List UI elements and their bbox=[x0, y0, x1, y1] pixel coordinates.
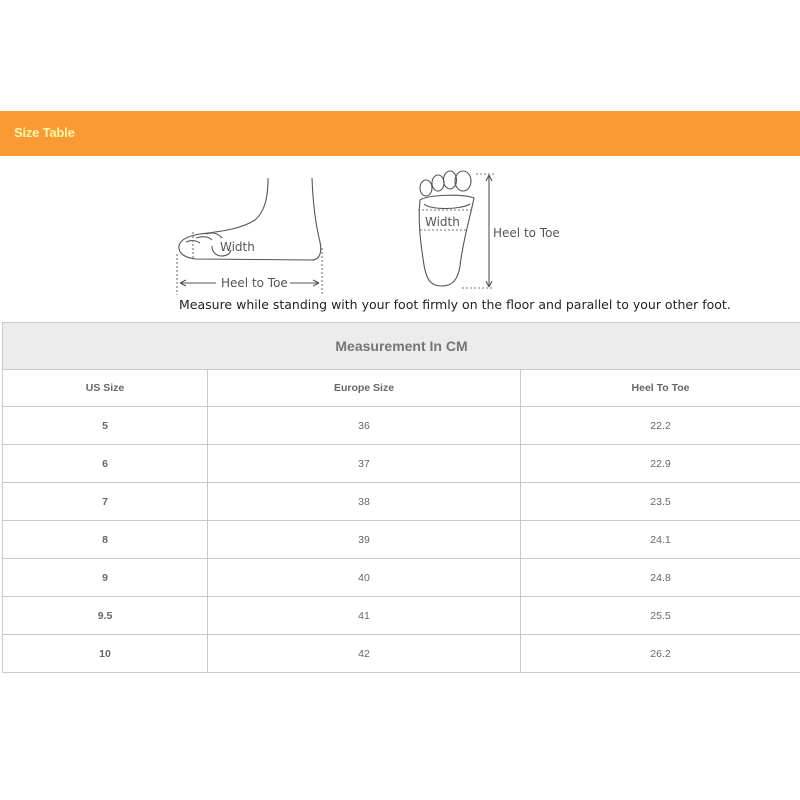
us-size-cell: 6 bbox=[3, 445, 208, 483]
table-row bbox=[3, 597, 800, 635]
europe-size-cell: 39 bbox=[208, 521, 521, 559]
table-title: Measurement In CM bbox=[3, 323, 800, 370]
size-table bbox=[2, 322, 800, 673]
us-size-cell: 5 bbox=[3, 407, 208, 445]
heel-to-toe-cell: 22.9 bbox=[521, 445, 800, 483]
us-size-cell: 9.5 bbox=[3, 597, 208, 635]
table-row bbox=[3, 407, 800, 445]
europe-size-cell: 38 bbox=[208, 483, 521, 521]
table-row bbox=[3, 483, 800, 521]
sole-width-label: Width bbox=[425, 215, 460, 229]
us-size-cell: 8 bbox=[3, 521, 208, 559]
page-title: Size Table bbox=[14, 125, 75, 140]
foot-diagrams bbox=[0, 170, 800, 315]
us-size-cell: 10 bbox=[3, 635, 208, 673]
foot-measurement-illustration bbox=[0, 170, 800, 315]
table-row bbox=[3, 635, 800, 673]
table-row bbox=[3, 559, 800, 597]
column-header-us-size: US Size bbox=[3, 370, 208, 407]
us-size-cell: 9 bbox=[3, 559, 208, 597]
heel-to-toe-cell: 23.5 bbox=[521, 483, 800, 521]
column-header-heel-to-toe: Heel To Toe bbox=[521, 370, 800, 407]
column-header-europe-size: Europe Size bbox=[208, 370, 521, 407]
heel-to-toe-cell: 24.8 bbox=[521, 559, 800, 597]
measure-instruction: Measure while standing with your foot firmly on the floor and parallel to your other foot. bbox=[179, 297, 731, 312]
heel-to-toe-cell: 26.2 bbox=[521, 635, 800, 673]
europe-size-cell: 41 bbox=[208, 597, 521, 635]
heel-to-toe-cell: 22.2 bbox=[521, 407, 800, 445]
table-row bbox=[3, 445, 800, 483]
side-width-label: Width bbox=[220, 240, 255, 254]
europe-size-cell: 40 bbox=[208, 559, 521, 597]
table-row bbox=[3, 521, 800, 559]
europe-size-cell: 37 bbox=[208, 445, 521, 483]
side-heel-to-toe-label: Heel to Toe bbox=[221, 276, 288, 290]
us-size-cell: 7 bbox=[3, 483, 208, 521]
foot-sole-view-icon bbox=[418, 171, 494, 288]
header-bar bbox=[0, 111, 800, 156]
heel-to-toe-cell: 25.5 bbox=[521, 597, 800, 635]
sole-heel-to-toe-label: Heel to Toe bbox=[493, 226, 560, 240]
europe-size-cell: 36 bbox=[208, 407, 521, 445]
table-header-row bbox=[3, 370, 800, 407]
europe-size-cell: 42 bbox=[208, 635, 521, 673]
heel-to-toe-cell: 24.1 bbox=[521, 521, 800, 559]
